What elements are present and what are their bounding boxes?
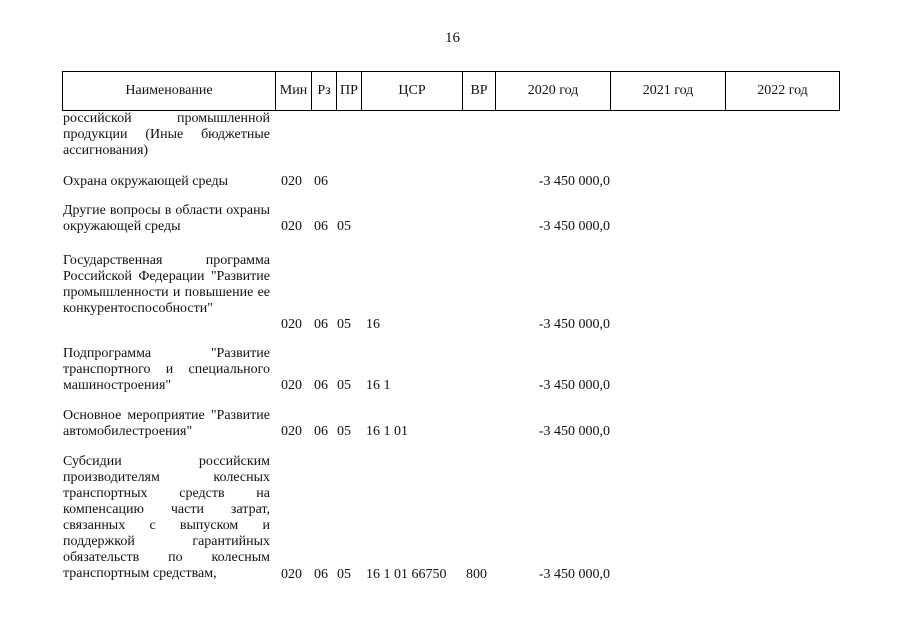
row-pr: 05 [337,424,351,439]
row-vr: 800 [466,567,487,582]
row-pr: 05 [337,567,351,582]
header-csr: ЦСР [362,72,463,111]
row-name: Подпрограмма "Развитие транспортного и специального машиностроения" [63,346,270,393]
row-csr: 16 1 [366,378,391,393]
row-rz: 06 [314,378,328,393]
row-min: 020 [281,219,302,234]
header-vr: ВР [463,72,496,111]
row-min: 020 [281,174,302,189]
page-number: 16 [445,30,460,46]
row-pr: 05 [337,317,351,332]
row-2020-value: -3 450 000,0 [538,174,610,189]
row-min: 020 [281,567,302,582]
row-name: Государственная программа Российской Федерации "Развитие промышленности и повышение ее конкурентоспособности" [63,253,270,316]
row-csr: 16 1 01 66750 [366,567,447,582]
row-name: Охрана окружающей среды [63,174,229,189]
row-rz: 06 [314,567,328,582]
row-rz: 06 [314,424,328,439]
row-2020-value: -3 450 000,0 [538,567,610,582]
row-rz: 06 [314,317,328,332]
row-csr: 16 [366,317,380,332]
row-min: 020 [281,317,302,332]
header-rz: Рз [312,72,337,111]
row-csr: 16 1 01 [366,424,408,439]
header-2020: 2020 год [496,72,611,111]
row-name: российской промышленной продукции (Иные бюджетные ассигнования) [63,111,270,158]
row-2020-value: -3 450 000,0 [538,219,610,234]
header-min: Мин [276,72,312,111]
row-name: Основное мероприятие "Развитие автомобилестроения" [63,408,270,439]
row-min: 020 [281,378,302,393]
row-2020-value: -3 450 000,0 [538,424,610,439]
header-2022: 2022 год [726,72,840,111]
row-2020-value: -3 450 000,0 [538,317,610,332]
header-name: Наименование [63,72,276,111]
table-header [62,71,840,111]
header-2021: 2021 год [611,72,726,111]
row-name: Субсидии российским производителям колесных транспортных средств на компенсацию части затрат, связанных с выпуском и поддержкой гарантийных обязательств по колесным транспортным средствам, [63,454,270,581]
row-rz: 06 [314,219,328,234]
row-2020-value: -3 450 000,0 [538,378,610,393]
row-pr: 05 [337,378,351,393]
row-name: Другие вопросы в области охраны окружающей среды [63,203,270,234]
row-pr: 05 [337,219,351,234]
row-min: 020 [281,424,302,439]
header-pr: ПР [337,72,362,111]
row-rz: 06 [314,174,328,189]
